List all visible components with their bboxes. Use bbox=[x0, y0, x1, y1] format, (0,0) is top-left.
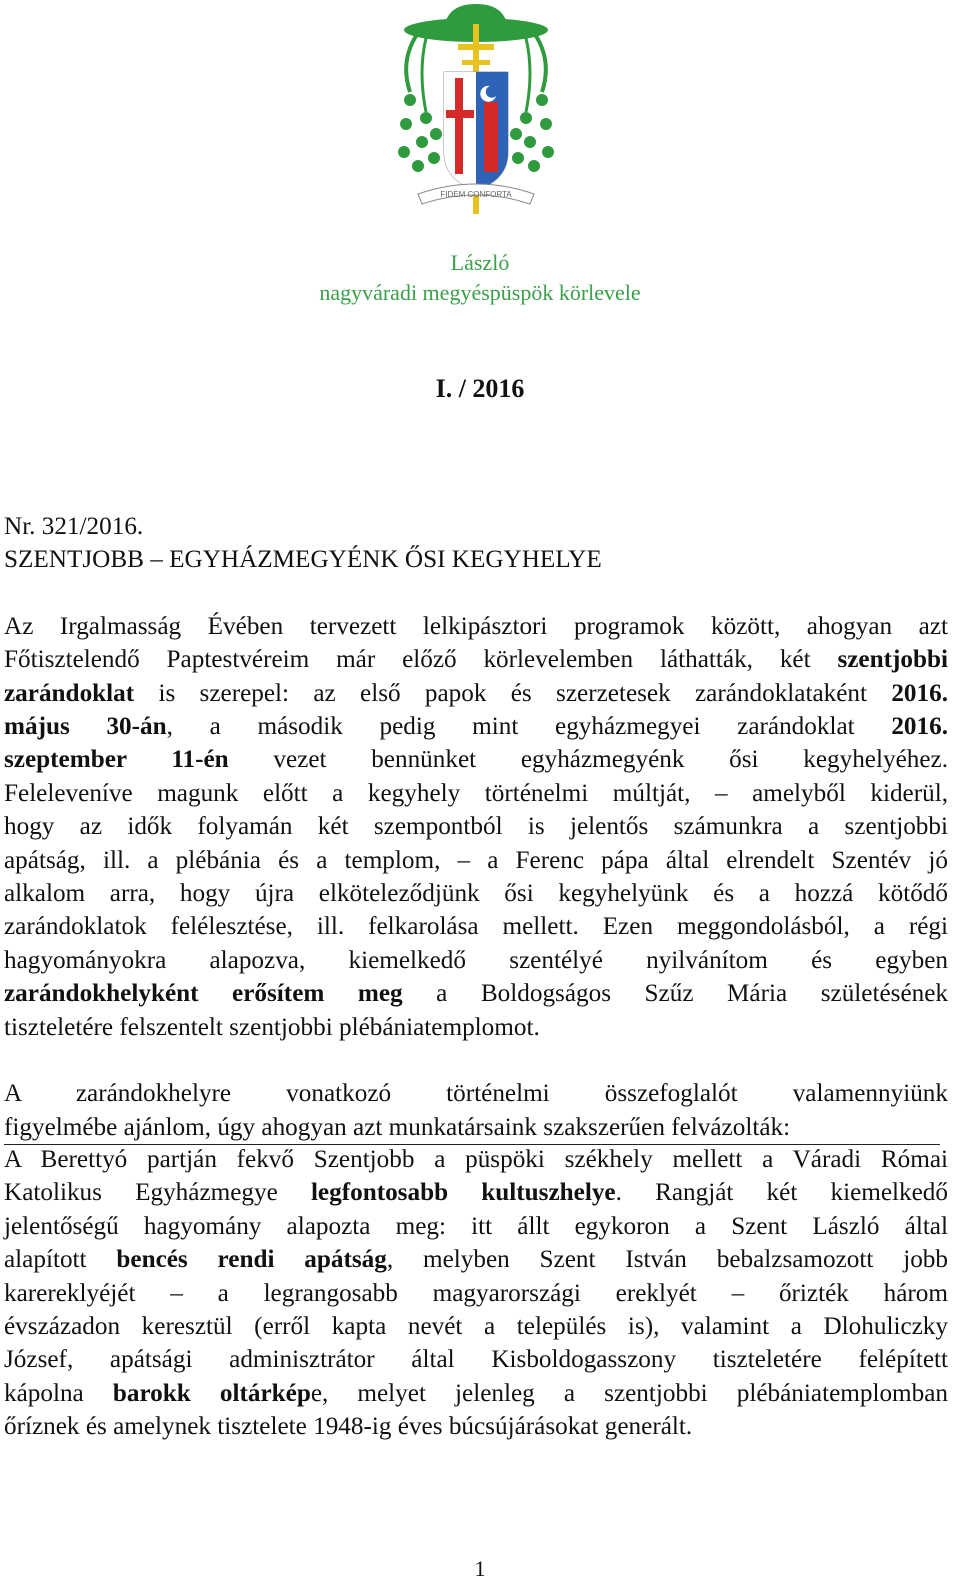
left-tassels-icon bbox=[398, 94, 442, 172]
issue-number: I. / 2016 bbox=[435, 374, 525, 403]
right-tassels-icon bbox=[510, 94, 554, 172]
shield-icon bbox=[444, 72, 508, 190]
letter-body bbox=[4, 510, 948, 1444]
episcopal-coat-of-arms bbox=[396, 2, 556, 222]
sender-block bbox=[0, 248, 960, 308]
paragraph-3: A Berettyó partján fekvő Szentjobb a püspöki székhely mellett a Váradi Római Katolikus Egyházmegye legfontosabb kultuszhelye. Rangját két kiemelkedő jelentőségű hagyomány alapozta meg: itt állt egykoron a Szent László által alapított bencés rendi apátság, melyben Szent István bebalzsamozott jobb karereklyéjét – a legrangosabb magyarországi ereklyét – őrizték három évszázadon keresztül (erről kapta nevét a település is), valamint a Dlohuliczky József, apátsági adminisztrátor által Kisboldogasszony tiszteletére felépített kápolna barokk oltárképe, melyet jelenleg a szentjobbi plébániatemplomban őríznek és amelynek tisztelete 1948-ig éves búcsújárásokat generált. bbox=[4, 1145, 948, 1441]
page-number: 1 bbox=[474, 1556, 486, 1581]
paragraph-1: Az Irgalmasság Évében tervezett lelkipásztori programok között, ahogyan azt Főtisztelendő Paptestvéreim már előző körlevelemben láthatták, két szentjobbi zarándoklat is szerepel: az első papok és szerzetesek zarándoklataként 2016. május 30-án, a második pedig mint egyházmegyei zarándoklat 2016. szeptember 11-én vezet bennünket egyházmegyénk ősi kegyhelyéhez. Feleleveníve magunk előtt a kegyhely történelmi múltját, – amelyből kiderül, hogy az idők folyamán két szempontból is jelentős számunkra a szentjobbi apátság, ill. a plébánia és a templom, – a Ferenc pápa által elrendelt Szentév jó alkalom arra, hogy újra elköteleződjünk ősi kegyhelyünk és a hozzá kötődő zarándoklatok felélesztése, ill. felkarolása mellett. Ezen meggondolásból, a régi hagyományokra alapozva, kiemelkedő szentélyé nyilvánítom és egyben zarándokhelyként erősítem meg a Boldogságos Szűz Mária születésének tiszteletére felszentelt szentjobbi plébániatemplomot. bbox=[4, 612, 948, 1041]
sender-title: nagyváradi megyéspüspök körlevele bbox=[319, 280, 641, 305]
reference-number: Nr. 321/2016. bbox=[4, 513, 144, 540]
motto-text: FIDEM CONFORTA bbox=[440, 190, 512, 199]
paragraph-2: A zarándokhelyre vonatkozó történelmi összefoglalót valamennyiünk figyelmébe ajánlom, úgy ahogyan azt munkatársaink szakszerűen felvázolták: bbox=[4, 1080, 948, 1141]
sender-name: László bbox=[450, 250, 510, 275]
letter-title: SZENTJOBB – EGYHÁZMEGYÉNK ŐSI KEGYHELYE bbox=[4, 546, 602, 574]
